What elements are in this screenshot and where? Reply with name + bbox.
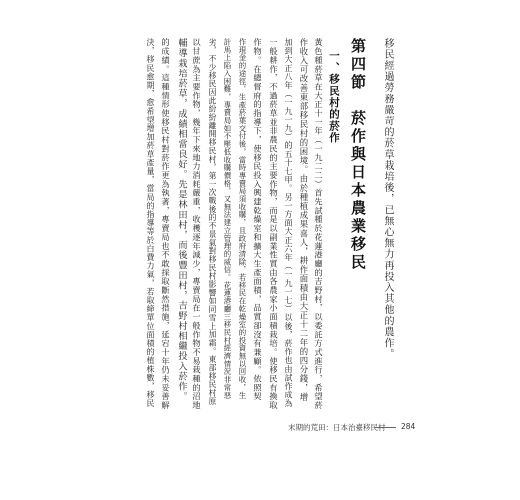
running-title: 末期的荒田：日本治臺移民村 — [288, 423, 386, 432]
page-footer — [0, 422, 520, 436]
text-column: 加到大正八年（一九一九）的五十七甲。另一方面大正六年（一九一七）以後，菸作也由試作成為 — [284, 38, 293, 408]
text-column: 以甘蔗為主要作物，幾年下來地力消耗嚴重，收穫逐年減少，專賣局在一般作物不易栽種的沼地 — [192, 38, 202, 410]
text-column: 的成績。這種情形使移民村對菸作更為執著，專賣局也不敢採取斷然措施，延宕十年仍未妥善解 — [161, 38, 171, 410]
text-column: 一般耕作，不過菸草並非農民的主要作物，而是以副業性質由各農家小面積栽培。使移民有換取 — [269, 38, 279, 410]
text-column: 計馬上陷入困難，專賣局如不壓低收購價格，又無法建立管理的威信。花蓮港廳三移民村經濟情況非常惡 — [223, 38, 232, 400]
section-heading: 第四節 菸作與日本農業移民 — [349, 38, 367, 272]
text-column: 作物。在總督府的指導下，使移民投入興建乾燥室和擴大生產面積，品質卻沒有兼顧。依照契 — [253, 38, 263, 401]
text-column: 輔導栽培菸草，成績相當良好。先是林田村，而後豐田村，吉野村相繼投入菸作。 — [176, 38, 187, 402]
text-column: 作現金的途徑，生產菸葉交付後，當時專賣局須收購，且政府清除，若移民在乾燥室的投資無以回收，生 — [238, 38, 247, 400]
subsection-heading: 一、移民村的菸作 — [328, 50, 340, 144]
text-column: 劣，不少移民因此紛紛離開移民村，第一次戰後的不景氣對移民村影響如同雪上加霜。東部移民村原 — [208, 38, 217, 406]
page-number: 284 — [401, 422, 416, 431]
footer-rule — [374, 427, 396, 428]
text-column: 移民經過勞務嚴苛的菸草栽培後，已無心無力再投入其他的農作。 — [382, 38, 393, 360]
text-column: 黃色種菸草在大正十一年（一九二二）首先試種於花蓮港廳的吉野村，以委託方式進行，希望菸 — [314, 38, 324, 410]
text-column: 決，移民愈期，愈希望增加菸草產量，當局的指導等於白費力氣，若取締單位面積的植株數，移民 — [146, 38, 155, 408]
text-column: 作收入可改善東部移民村的困境。由於種植成果喜人，耕作面積由大正十二年的四分錢，增 — [299, 38, 309, 402]
